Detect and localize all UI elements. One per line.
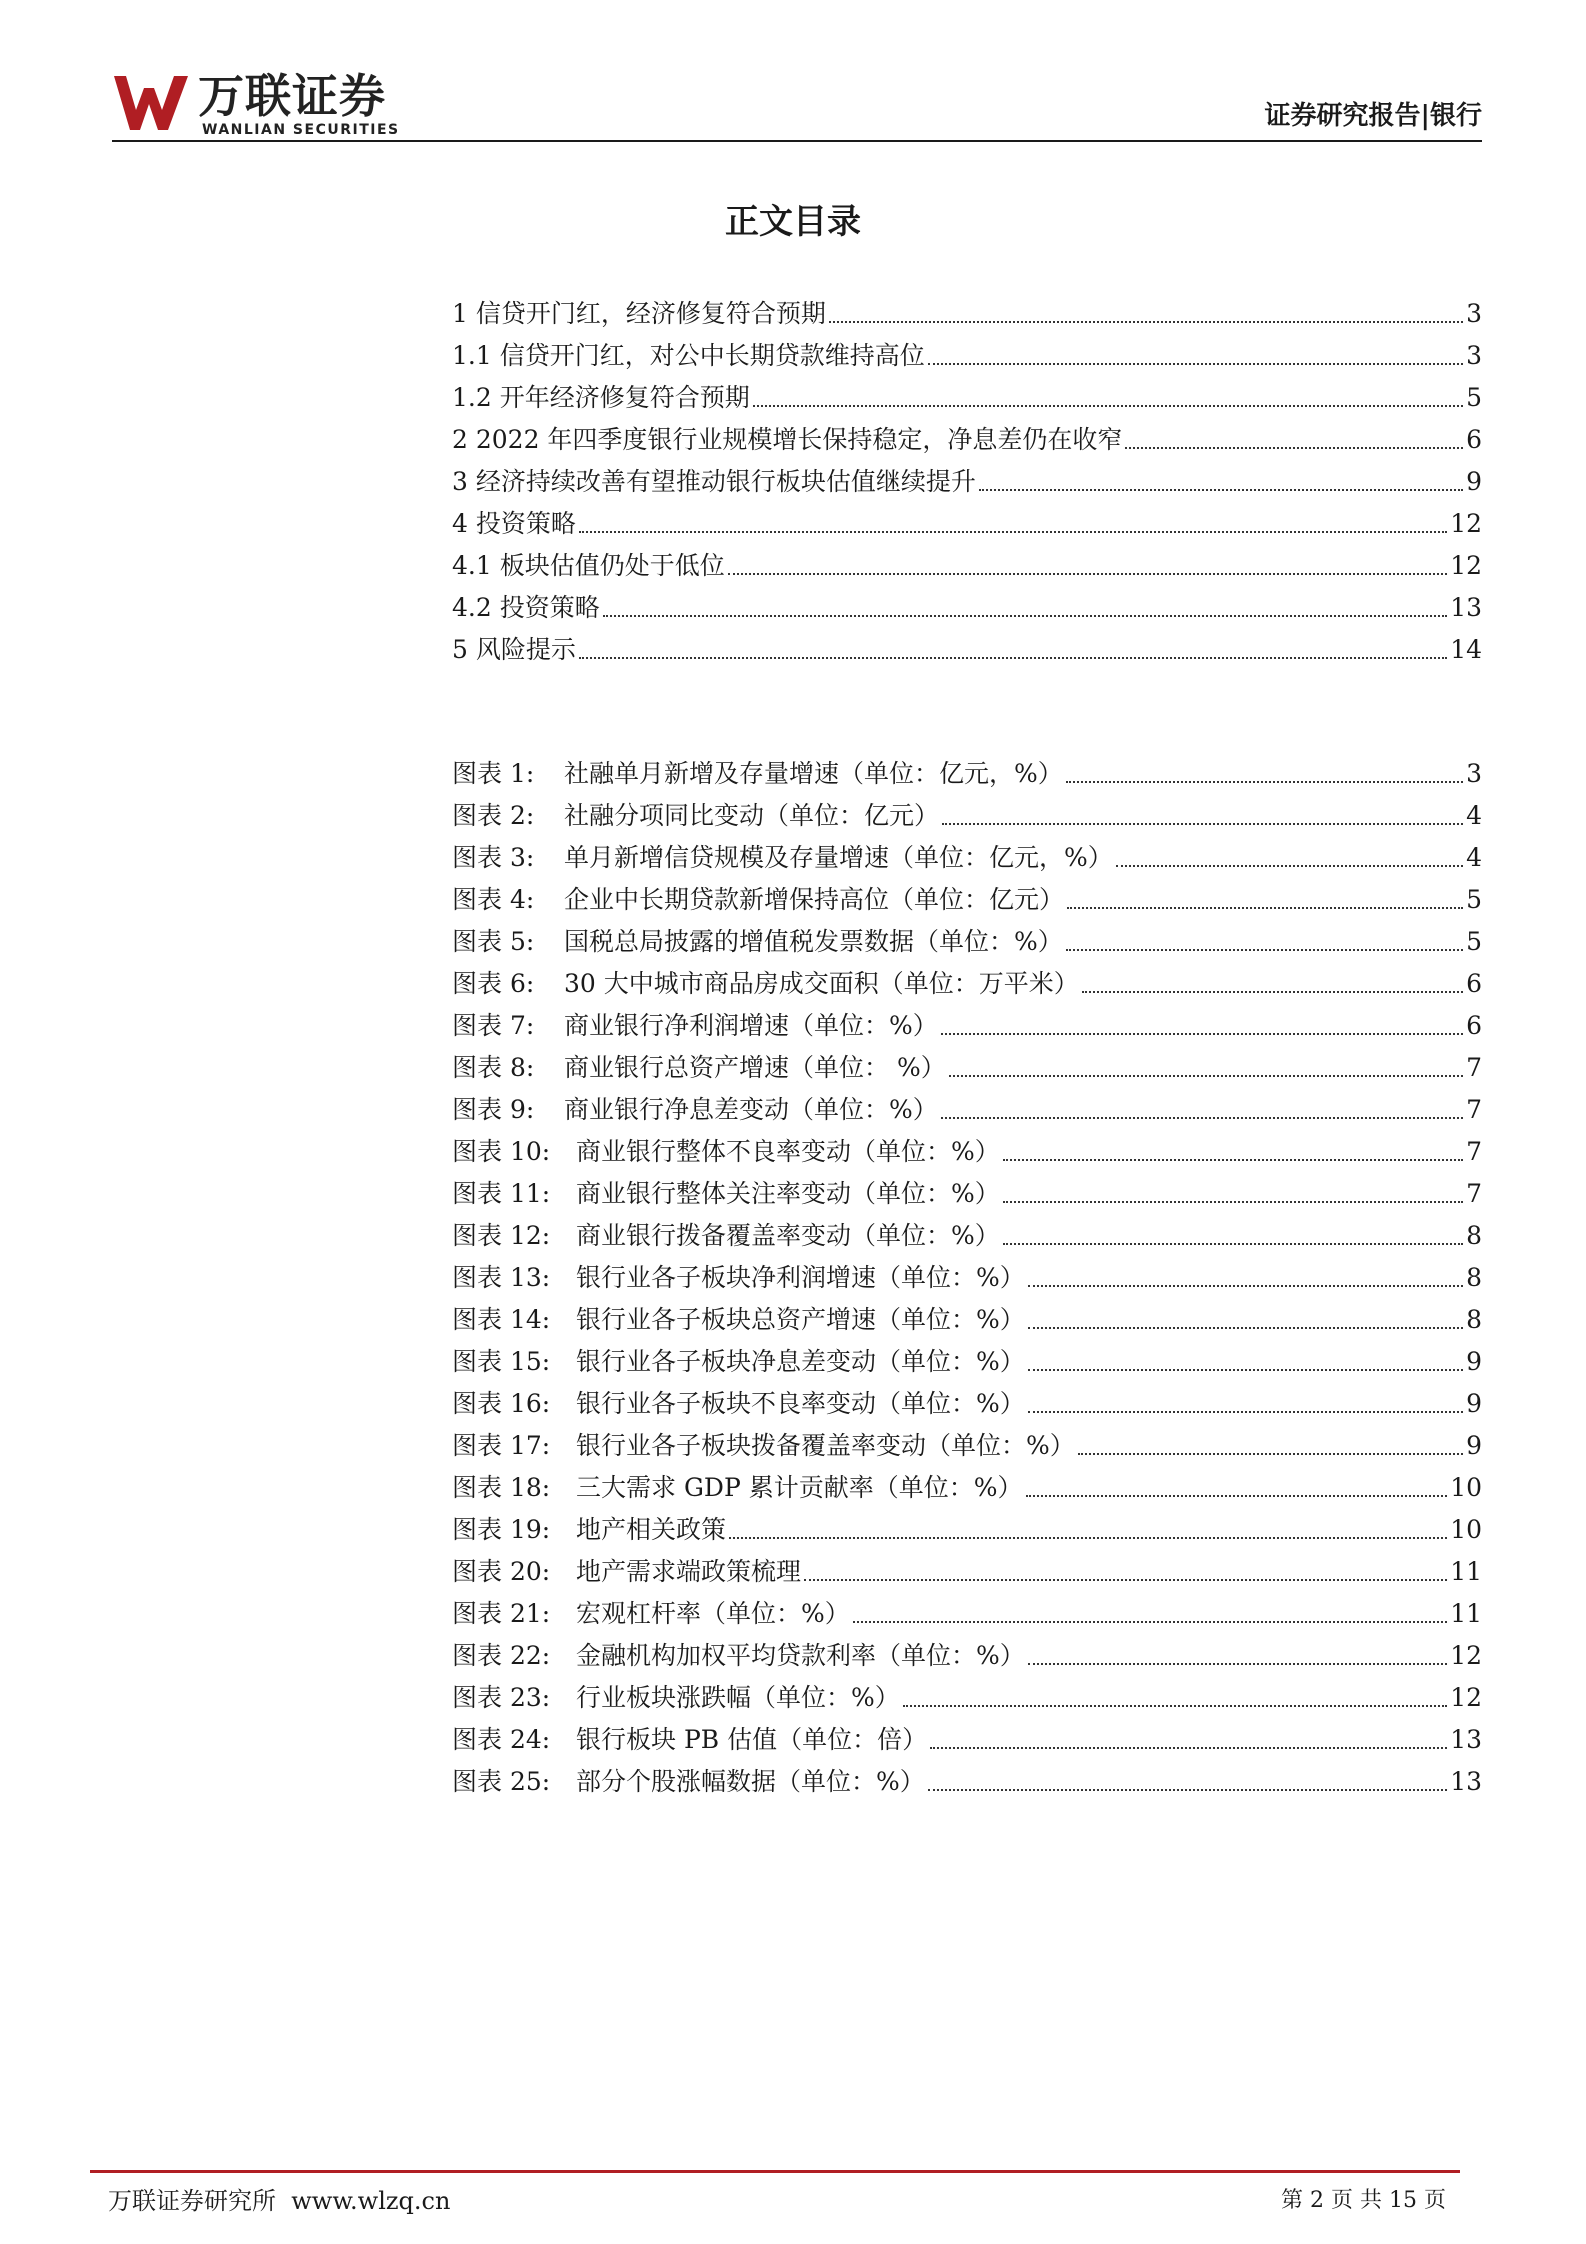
toc-leader-dots	[729, 1537, 1447, 1539]
toc-leader-dots	[1067, 907, 1463, 909]
figure-entry-number: 图表 3:	[452, 843, 535, 872]
figure-entry-label: 银行业各子板块净利润增速（单位：%）	[576, 1263, 1025, 1292]
figure-entry-page: 3	[1466, 759, 1482, 788]
toc-leader-dots	[603, 615, 1447, 617]
figure-entry-page: 12	[1450, 1683, 1482, 1712]
figure-entry[interactable]	[452, 1335, 1482, 1377]
figure-entry-page: 4	[1466, 843, 1482, 872]
figure-entry-text	[452, 843, 1113, 873]
figure-entry-label: 商业银行拨备覆盖率变动（单位：%）	[576, 1221, 1000, 1250]
toc-entry-label: 板块估值仍处于低位	[499, 551, 725, 580]
figure-entry-page: 13	[1450, 1725, 1482, 1754]
figure-entry-page: 6	[1466, 969, 1482, 998]
toc-entry-page: 9	[1466, 467, 1482, 496]
figure-entry-text	[452, 1767, 925, 1797]
toc-entry-label: 经济持续改善有望推动银行板块估值继续提升	[475, 467, 976, 496]
toc-leader-dots	[941, 1117, 1463, 1119]
toc-leader-dots	[949, 1075, 1463, 1077]
figure-entry[interactable]	[452, 1461, 1482, 1503]
figure-entry[interactable]	[452, 1419, 1482, 1461]
figure-entry-text	[452, 1221, 1000, 1251]
figure-entry-text	[452, 1263, 1025, 1293]
toc-entry[interactable]	[452, 287, 1482, 329]
figure-entry-number: 图表 24:	[452, 1725, 551, 1754]
toc-entry-number: 1.2	[452, 383, 492, 412]
figure-entry-page: 5	[1466, 927, 1482, 956]
figure-entry-page: 7	[1466, 1179, 1482, 1208]
figure-entry-page: 9	[1466, 1389, 1482, 1418]
toc-entry-text	[452, 299, 826, 329]
toc-leader-dots	[1003, 1243, 1463, 1245]
toc-entry-page: 6	[1466, 425, 1482, 454]
figure-entry[interactable]	[452, 1377, 1482, 1419]
logo-chinese-name: 万联证券	[198, 69, 386, 123]
figure-entry[interactable]	[452, 915, 1482, 957]
figure-entry-text	[452, 1305, 1025, 1335]
toc-entry-number: 4.1	[452, 551, 492, 580]
toc-entry-label: 开年经济修复符合预期	[499, 383, 750, 412]
figure-entry-number: 图表 25:	[452, 1767, 551, 1796]
logo-english-name: WANLIAN SECURITIES	[202, 122, 400, 138]
toc-leader-dots	[942, 823, 1463, 825]
figure-entry-page: 13	[1450, 1767, 1482, 1796]
figure-entry[interactable]	[452, 957, 1482, 999]
toc-leader-dots	[1125, 447, 1463, 449]
toc-entry-text	[452, 425, 1122, 455]
page-header	[112, 70, 1482, 142]
figure-entry-label: 部分个股涨幅数据（单位：%）	[576, 1767, 925, 1796]
figure-entry-page: 4	[1466, 801, 1482, 830]
toc-entry-page: 12	[1450, 509, 1482, 538]
figure-entry-text	[452, 1725, 927, 1755]
figure-entry-number: 图表 22:	[452, 1641, 551, 1670]
toc-leader-dots	[1116, 865, 1463, 867]
figure-entry-number: 图表 1:	[452, 759, 535, 788]
figure-entry-label: 社融单月新增及存量增速（单位：亿元，%）	[564, 759, 1063, 788]
toc-entry[interactable]	[452, 623, 1482, 665]
figure-entry-label: 商业银行整体不良率变动（单位：%）	[576, 1137, 1000, 1166]
toc-leader-dots	[979, 489, 1463, 491]
figure-entry-page: 8	[1466, 1263, 1482, 1292]
figure-entry-text	[452, 1389, 1025, 1419]
toc-entry-number: 1	[452, 299, 468, 328]
figure-entry-page: 6	[1466, 1011, 1482, 1040]
toc-leader-dots	[1028, 1411, 1463, 1413]
toc-entry-page: 5	[1466, 383, 1482, 412]
figure-entry-label: 单月新增信贷规模及存量增速（单位：亿元，%）	[564, 843, 1113, 872]
figure-entry-page: 10	[1450, 1515, 1482, 1544]
toc-entry-page: 13	[1450, 593, 1482, 622]
toc-entry-page: 14	[1450, 635, 1482, 664]
figure-entry-number: 图表 20:	[452, 1557, 551, 1586]
toc-leader-dots	[1066, 781, 1463, 783]
figure-entry[interactable]	[452, 1167, 1482, 1209]
toc-leader-dots	[1066, 949, 1463, 951]
toc-leader-dots	[579, 657, 1447, 659]
figure-entry-number: 图表 10:	[452, 1137, 551, 1166]
toc-leader-dots	[1028, 1327, 1463, 1329]
figure-entry-label: 国税总局披露的增值税发票数据（单位：%）	[564, 927, 1063, 956]
toc-entry-number: 1.1	[452, 341, 492, 370]
figure-entry-label: 商业银行净息差变动（单位：%）	[564, 1095, 938, 1124]
toc-entry-label: 风险提示	[475, 635, 576, 664]
figure-entry-number: 图表 13:	[452, 1263, 551, 1292]
figure-entry-label: 商业银行总资产增速（单位： %）	[564, 1053, 946, 1082]
toc-entry-text	[452, 467, 976, 497]
figure-entry-number: 图表 23:	[452, 1683, 551, 1712]
figure-entry-number: 图表 16:	[452, 1389, 551, 1418]
toc-entry-number: 3	[452, 467, 468, 496]
figure-entry-page: 9	[1466, 1431, 1482, 1460]
toc-entry-page: 3	[1466, 299, 1482, 328]
figure-entry[interactable]	[452, 1629, 1482, 1671]
figure-entry-label: 银行业各子板块不良率变动（单位：%）	[576, 1389, 1025, 1418]
figure-entry-label: 行业板块涨跌幅（单位：%）	[576, 1683, 900, 1712]
toc-entry-label: 信贷开门红，对公中长期贷款维持高位	[499, 341, 925, 370]
figure-entry-text	[452, 1179, 1000, 1209]
figure-entry-page: 8	[1466, 1305, 1482, 1334]
figure-entry-number: 图表 7:	[452, 1011, 535, 1040]
figure-entry-text	[452, 1347, 1025, 1377]
figure-entry-label: 地产相关政策	[576, 1515, 727, 1544]
footer-website[interactable]: www.wlzq.cn	[291, 2187, 451, 2215]
toc-leader-dots	[1003, 1201, 1463, 1203]
figure-entry-label: 商业银行整体关注率变动（单位：%）	[576, 1179, 1000, 1208]
toc-leader-dots	[728, 573, 1447, 575]
figure-entry-label: 宏观杠杆率（单位：%）	[576, 1599, 850, 1628]
toc-leader-dots	[804, 1579, 1447, 1581]
figure-entry-number: 图表 6:	[452, 969, 535, 998]
figure-entry-text	[452, 969, 1079, 999]
figure-entry[interactable]	[452, 1503, 1482, 1545]
toc-entry-text	[452, 383, 750, 413]
footer-page-info: 第 2 页 共 15 页	[1281, 2188, 1446, 2213]
toc-entry-label: 2022 年四季度银行业规模增长保持稳定，净息差仍在收窄	[475, 425, 1123, 454]
figure-entry-label: 银行业各子板块净息差变动（单位：%）	[576, 1347, 1025, 1376]
toc-entry[interactable]	[452, 497, 1482, 539]
figure-entry[interactable]	[452, 1545, 1482, 1587]
figure-entry-label: 商业银行净利润增速（单位：%）	[564, 1011, 938, 1040]
figure-entry[interactable]	[452, 1755, 1482, 1797]
figure-entry-text	[452, 1557, 801, 1587]
toc-leader-dots	[1003, 1159, 1463, 1161]
toc-entry-text	[452, 551, 725, 581]
toc-entry-text	[452, 593, 600, 623]
figure-entry[interactable]	[452, 999, 1482, 1041]
toc-entry-page: 3	[1466, 341, 1482, 370]
toc-leader-dots	[579, 531, 1447, 533]
figure-entry-number: 图表 17:	[452, 1431, 551, 1460]
figure-entry[interactable]	[452, 1671, 1482, 1713]
figure-entry-number: 图表 14:	[452, 1305, 551, 1334]
figure-entry-number: 图表 9:	[452, 1095, 535, 1124]
toc-leader-dots	[829, 321, 1463, 323]
figure-entry-label: 银行业各子板块总资产增速（单位：%）	[576, 1305, 1025, 1334]
figure-entry-text	[452, 1473, 1023, 1503]
page-title: 正文目录	[725, 202, 861, 242]
figure-entry-text	[452, 1515, 726, 1545]
figure-toc	[452, 747, 1482, 1797]
figure-entry-label: 三大需求 GDP 累计贡献率（单位：%）	[576, 1473, 1023, 1502]
toc-entry-number: 4	[452, 509, 468, 538]
toc-leader-dots	[1082, 991, 1463, 993]
figure-entry-page: 11	[1450, 1599, 1482, 1628]
section-toc	[452, 287, 1482, 665]
figure-entry-page: 7	[1466, 1137, 1482, 1166]
figure-entry-text	[452, 801, 939, 831]
toc-leader-dots	[753, 405, 1463, 407]
figure-entry-page: 11	[1450, 1557, 1482, 1586]
toc-leader-dots	[930, 1747, 1447, 1749]
figure-entry-page: 5	[1466, 885, 1482, 914]
figure-entry[interactable]	[452, 1713, 1482, 1755]
toc-leader-dots	[1026, 1495, 1448, 1497]
figure-entry-number: 图表 18:	[452, 1473, 551, 1502]
report-type: 证券研究报告|银行	[1264, 101, 1482, 131]
figure-entry-label: 银行业各子板块拨备覆盖率变动（单位：%）	[576, 1431, 1075, 1460]
figure-entry-page: 7	[1466, 1053, 1482, 1082]
toc-entry[interactable]	[452, 455, 1482, 497]
figure-entry-number: 图表 15:	[452, 1347, 551, 1376]
toc-entry-number: 4.2	[452, 593, 492, 622]
header-divider	[112, 140, 1482, 142]
figure-entry[interactable]	[452, 1251, 1482, 1293]
figure-entry-label: 地产需求端政策梳理	[576, 1557, 802, 1586]
figure-entry-number: 图表 11:	[452, 1179, 551, 1208]
figure-entry[interactable]	[452, 831, 1482, 873]
toc-entry-label: 投资策略	[475, 509, 576, 538]
figure-entry-label: 社融分项同比变动（单位：亿元）	[564, 801, 940, 830]
toc-entry-number: 2	[452, 425, 468, 454]
figure-entry-text	[452, 1641, 1025, 1671]
figure-entry-text	[452, 927, 1063, 957]
figure-entry-number: 图表 2:	[452, 801, 535, 830]
footer-org	[108, 2186, 450, 2216]
toc-leader-dots	[1028, 1369, 1463, 1371]
figure-entry-text	[452, 1137, 1000, 1167]
toc-entry[interactable]	[452, 413, 1482, 455]
footer-divider	[90, 2170, 1460, 2173]
figure-entry-number: 图表 5:	[452, 927, 535, 956]
figure-entry[interactable]	[452, 1083, 1482, 1125]
figure-entry-page: 8	[1466, 1221, 1482, 1250]
figure-entry[interactable]	[452, 747, 1482, 789]
toc-leader-dots	[1028, 1663, 1447, 1665]
figure-entry-label: 金融机构加权平均贷款利率（单位：%）	[576, 1641, 1025, 1670]
toc-leader-dots	[1028, 1285, 1463, 1287]
toc-entry-text	[452, 509, 576, 539]
figure-entry-text	[452, 1599, 850, 1629]
toc-leader-dots	[903, 1705, 1447, 1707]
toc-entry-text	[452, 635, 576, 665]
toc-entry-page: 12	[1450, 551, 1482, 580]
figure-entry-page: 10	[1450, 1473, 1482, 1502]
figure-entry-number: 图表 21:	[452, 1599, 551, 1628]
toc-entry-text	[452, 341, 925, 371]
figure-entry-page: 7	[1466, 1095, 1482, 1124]
figure-entry-number: 图表 4:	[452, 885, 535, 914]
figure-entry-page: 12	[1450, 1641, 1482, 1670]
figure-entry[interactable]	[452, 1587, 1482, 1629]
toc-leader-dots	[928, 363, 1463, 365]
figure-entry-number: 图表 8:	[452, 1053, 535, 1082]
toc-leader-dots	[1078, 1453, 1463, 1455]
toc-entry-number: 5	[452, 635, 468, 664]
toc-leader-dots	[853, 1621, 1447, 1623]
figure-entry-text	[452, 1431, 1075, 1461]
toc-entry-label: 投资策略	[499, 593, 600, 622]
figure-entry[interactable]	[452, 873, 1482, 915]
wanlian-logo-icon	[112, 70, 190, 134]
toc-leader-dots	[941, 1033, 1463, 1035]
toc-entry[interactable]	[452, 539, 1482, 581]
figure-entry-label: 银行板块 PB 估值（单位：倍）	[576, 1725, 928, 1754]
toc-leader-dots	[928, 1789, 1447, 1791]
figure-entry-label: 企业中长期贷款新增保持高位（单位：亿元）	[564, 885, 1065, 914]
footer-org-name: 万联证券研究所	[108, 2187, 276, 2215]
figure-entry-text	[452, 759, 1063, 789]
figure-entry-text	[452, 1683, 900, 1713]
figure-entry[interactable]	[452, 1209, 1482, 1251]
figure-entry-text	[452, 1053, 946, 1083]
figure-entry-label: 30 大中城市商品房成交面积（单位：万平米）	[564, 969, 1079, 998]
toc-entry[interactable]	[452, 329, 1482, 371]
figure-entry-text	[452, 885, 1064, 915]
figure-entry-number: 图表 12:	[452, 1221, 551, 1250]
figure-entry[interactable]	[452, 789, 1482, 831]
figure-entry-page: 9	[1466, 1347, 1482, 1376]
toc-entry[interactable]	[452, 371, 1482, 413]
figure-entry-text	[452, 1011, 938, 1041]
figure-entry[interactable]	[452, 1041, 1482, 1083]
toc-entry[interactable]	[452, 581, 1482, 623]
figure-entry[interactable]	[452, 1125, 1482, 1167]
figure-entry[interactable]	[452, 1293, 1482, 1335]
figure-entry-text	[452, 1095, 938, 1125]
figure-entry-number: 图表 19:	[452, 1515, 551, 1544]
toc-entry-label: 信贷开门红，经济修复符合预期	[475, 299, 826, 328]
